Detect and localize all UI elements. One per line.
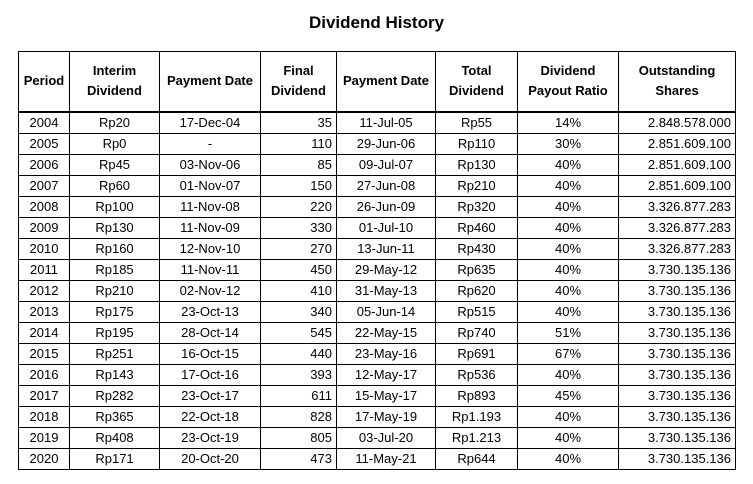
- table-row: [19, 448, 736, 469]
- cell-payout-ratio: 30%: [518, 133, 619, 154]
- cell-period: 2014: [19, 322, 70, 343]
- table-row: [19, 343, 736, 364]
- cell-total-dividend: Rp515: [436, 301, 518, 322]
- cell-payout-ratio: 40%: [518, 406, 619, 427]
- cell-outstanding-shares: 2.851.609.100: [619, 175, 736, 196]
- cell-total-dividend: Rp635: [436, 259, 518, 280]
- cell-total-dividend: Rp460: [436, 217, 518, 238]
- cell-payout-ratio: 40%: [518, 448, 619, 469]
- cell-interim-dividend: Rp282: [70, 385, 160, 406]
- cell-interim-payment-date: 17-Oct-16: [160, 364, 261, 385]
- cell-interim-dividend: Rp0: [70, 133, 160, 154]
- cell-interim-dividend: Rp60: [70, 175, 160, 196]
- cell-total-dividend: Rp320: [436, 196, 518, 217]
- cell-total-dividend: Rp110: [436, 133, 518, 154]
- cell-final-dividend: 611: [261, 385, 337, 406]
- cell-final-payment-date: 11-Jul-05: [337, 112, 436, 134]
- cell-final-payment-date: 27-Jun-08: [337, 175, 436, 196]
- cell-period: 2004: [19, 112, 70, 134]
- cell-outstanding-shares: 3.730.135.136: [619, 343, 736, 364]
- cell-total-dividend: Rp740: [436, 322, 518, 343]
- column-header-payout-ratio: Dividend Payout Ratio: [518, 52, 619, 112]
- cell-interim-payment-date: 11-Nov-11: [160, 259, 261, 280]
- cell-total-dividend: Rp55: [436, 112, 518, 134]
- cell-final-payment-date: 11-May-21: [337, 448, 436, 469]
- cell-final-payment-date: 29-May-12: [337, 259, 436, 280]
- cell-final-payment-date: 01-Jul-10: [337, 217, 436, 238]
- cell-final-payment-date: 12-May-17: [337, 364, 436, 385]
- cell-final-payment-date: 13-Jun-11: [337, 238, 436, 259]
- cell-interim-dividend: Rp195: [70, 322, 160, 343]
- table-row: [19, 238, 736, 259]
- cell-payout-ratio: 40%: [518, 238, 619, 259]
- cell-final-dividend: 450: [261, 259, 337, 280]
- cell-final-dividend: 473: [261, 448, 337, 469]
- cell-total-dividend: Rp210: [436, 175, 518, 196]
- cell-interim-payment-date: 28-Oct-14: [160, 322, 261, 343]
- cell-period: 2006: [19, 154, 70, 175]
- page-title: Dividend History: [308, 13, 445, 32]
- cell-outstanding-shares: 3.326.877.283: [619, 217, 736, 238]
- cell-outstanding-shares: 3.730.135.136: [619, 259, 736, 280]
- cell-interim-payment-date: -: [160, 133, 261, 154]
- cell-final-dividend: 805: [261, 427, 337, 448]
- column-header-outstanding-shares: Outstanding Shares: [619, 52, 736, 112]
- cell-outstanding-shares: 2.848.578.000: [619, 112, 736, 134]
- cell-period: 2015: [19, 343, 70, 364]
- cell-period: 2012: [19, 280, 70, 301]
- cell-payout-ratio: 40%: [518, 175, 619, 196]
- cell-interim-payment-date: 23-Oct-17: [160, 385, 261, 406]
- cell-total-dividend: Rp691: [436, 343, 518, 364]
- cell-interim-payment-date: 16-Oct-15: [160, 343, 261, 364]
- cell-period: 2010: [19, 238, 70, 259]
- cell-final-payment-date: 05-Jun-14: [337, 301, 436, 322]
- table-row: [19, 322, 736, 343]
- cell-interim-payment-date: 12-Nov-10: [160, 238, 261, 259]
- cell-period: 2008: [19, 196, 70, 217]
- cell-payout-ratio: 51%: [518, 322, 619, 343]
- cell-interim-dividend: Rp130: [70, 217, 160, 238]
- table-row: [19, 385, 736, 406]
- cell-period: 2017: [19, 385, 70, 406]
- cell-interim-dividend: Rp210: [70, 280, 160, 301]
- cell-final-payment-date: 15-May-17: [337, 385, 436, 406]
- table-row: [19, 406, 736, 427]
- cell-interim-dividend: Rp365: [70, 406, 160, 427]
- cell-interim-dividend: Rp45: [70, 154, 160, 175]
- cell-final-dividend: 85: [261, 154, 337, 175]
- cell-outstanding-shares: 3.730.135.136: [619, 448, 736, 469]
- cell-interim-dividend: Rp100: [70, 196, 160, 217]
- cell-final-payment-date: 09-Jul-07: [337, 154, 436, 175]
- cell-total-dividend: Rp644: [436, 448, 518, 469]
- cell-payout-ratio: 40%: [518, 427, 619, 448]
- cell-outstanding-shares: 3.730.135.136: [619, 280, 736, 301]
- cell-outstanding-shares: 3.730.135.136: [619, 364, 736, 385]
- cell-final-payment-date: 17-May-19: [337, 406, 436, 427]
- cell-period: 2011: [19, 259, 70, 280]
- cell-outstanding-shares: 3.326.877.283: [619, 196, 736, 217]
- cell-total-dividend: Rp1.193: [436, 406, 518, 427]
- cell-total-dividend: Rp130: [436, 154, 518, 175]
- cell-interim-dividend: Rp185: [70, 259, 160, 280]
- cell-interim-payment-date: 11-Nov-08: [160, 196, 261, 217]
- cell-final-payment-date: 31-May-13: [337, 280, 436, 301]
- cell-payout-ratio: 40%: [518, 280, 619, 301]
- cell-payout-ratio: 40%: [518, 364, 619, 385]
- cell-period: 2013: [19, 301, 70, 322]
- column-header-interim-dividend: Interim Dividend: [70, 52, 160, 112]
- table-row: [19, 217, 736, 238]
- cell-period: 2016: [19, 364, 70, 385]
- cell-interim-dividend: Rp20: [70, 112, 160, 134]
- cell-payout-ratio: 40%: [518, 301, 619, 322]
- column-header-interim-payment-date: Payment Date: [160, 52, 261, 112]
- cell-final-payment-date: 03-Jul-20: [337, 427, 436, 448]
- cell-final-dividend: 340: [261, 301, 337, 322]
- cell-period: 2009: [19, 217, 70, 238]
- table-row: [19, 280, 736, 301]
- table-row: [19, 154, 736, 175]
- table-row: [19, 259, 736, 280]
- cell-interim-payment-date: 11-Nov-09: [160, 217, 261, 238]
- cell-final-dividend: 330: [261, 217, 337, 238]
- cell-payout-ratio: 40%: [518, 154, 619, 175]
- cell-interim-payment-date: 22-Oct-18: [160, 406, 261, 427]
- cell-period: 2007: [19, 175, 70, 196]
- cell-interim-payment-date: 20-Oct-20: [160, 448, 261, 469]
- cell-interim-dividend: Rp408: [70, 427, 160, 448]
- cell-interim-payment-date: 23-Oct-13: [160, 301, 261, 322]
- cell-final-dividend: 150: [261, 175, 337, 196]
- cell-outstanding-shares: 3.326.877.283: [619, 238, 736, 259]
- cell-payout-ratio: 14%: [518, 112, 619, 134]
- table-row: [19, 196, 736, 217]
- cell-interim-payment-date: 17-Dec-04: [160, 112, 261, 134]
- cell-period: 2019: [19, 427, 70, 448]
- cell-payout-ratio: 45%: [518, 385, 619, 406]
- cell-outstanding-shares: 3.730.135.136: [619, 406, 736, 427]
- cell-final-dividend: 220: [261, 196, 337, 217]
- table-body: [19, 112, 736, 470]
- cell-interim-dividend: Rp143: [70, 364, 160, 385]
- cell-total-dividend: Rp536: [436, 364, 518, 385]
- cell-period: 2005: [19, 133, 70, 154]
- table-row: [19, 301, 736, 322]
- cell-final-payment-date: 23-May-16: [337, 343, 436, 364]
- cell-payout-ratio: 67%: [518, 343, 619, 364]
- cell-interim-payment-date: 23-Oct-19: [160, 427, 261, 448]
- cell-final-dividend: 110: [261, 133, 337, 154]
- cell-payout-ratio: 40%: [518, 259, 619, 280]
- cell-interim-dividend: Rp160: [70, 238, 160, 259]
- cell-final-dividend: 410: [261, 280, 337, 301]
- cell-payout-ratio: 40%: [518, 196, 619, 217]
- column-header-total-dividend: Total Dividend: [436, 52, 518, 112]
- cell-outstanding-shares: 2.851.609.100: [619, 154, 736, 175]
- cell-final-payment-date: 29-Jun-06: [337, 133, 436, 154]
- cell-total-dividend: Rp620: [436, 280, 518, 301]
- cell-final-dividend: 440: [261, 343, 337, 364]
- cell-final-dividend: 828: [261, 406, 337, 427]
- cell-total-dividend: Rp1.213: [436, 427, 518, 448]
- table-header-row: [19, 52, 736, 112]
- table-row: [19, 364, 736, 385]
- dividend-table: [18, 51, 736, 470]
- cell-interim-dividend: Rp175: [70, 301, 160, 322]
- cell-outstanding-shares: 3.730.135.136: [619, 301, 736, 322]
- cell-period: 2018: [19, 406, 70, 427]
- cell-final-dividend: 545: [261, 322, 337, 343]
- cell-payout-ratio: 40%: [518, 217, 619, 238]
- cell-interim-dividend: Rp251: [70, 343, 160, 364]
- cell-interim-payment-date: 03-Nov-06: [160, 154, 261, 175]
- column-header-final-payment-date: Payment Date: [337, 52, 436, 112]
- cell-total-dividend: Rp430: [436, 238, 518, 259]
- cell-final-dividend: 35: [261, 112, 337, 134]
- column-header-period: Period: [19, 52, 70, 112]
- table-row: [19, 133, 736, 154]
- cell-period: 2020: [19, 448, 70, 469]
- cell-final-payment-date: 26-Jun-09: [337, 196, 436, 217]
- cell-interim-payment-date: 02-Nov-12: [160, 280, 261, 301]
- table-row: [19, 175, 736, 196]
- cell-final-dividend: 270: [261, 238, 337, 259]
- cell-final-dividend: 393: [261, 364, 337, 385]
- table-row: [19, 112, 736, 134]
- cell-total-dividend: Rp893: [436, 385, 518, 406]
- cell-final-payment-date: 22-May-15: [337, 322, 436, 343]
- cell-outstanding-shares: 2.851.609.100: [619, 133, 736, 154]
- cell-outstanding-shares: 3.730.135.136: [619, 427, 736, 448]
- cell-outstanding-shares: 3.730.135.136: [619, 322, 736, 343]
- cell-outstanding-shares: 3.730.135.136: [619, 385, 736, 406]
- column-header-final-dividend: Final Dividend: [261, 52, 337, 112]
- cell-interim-dividend: Rp171: [70, 448, 160, 469]
- cell-interim-payment-date: 01-Nov-07: [160, 175, 261, 196]
- table-row: [19, 427, 736, 448]
